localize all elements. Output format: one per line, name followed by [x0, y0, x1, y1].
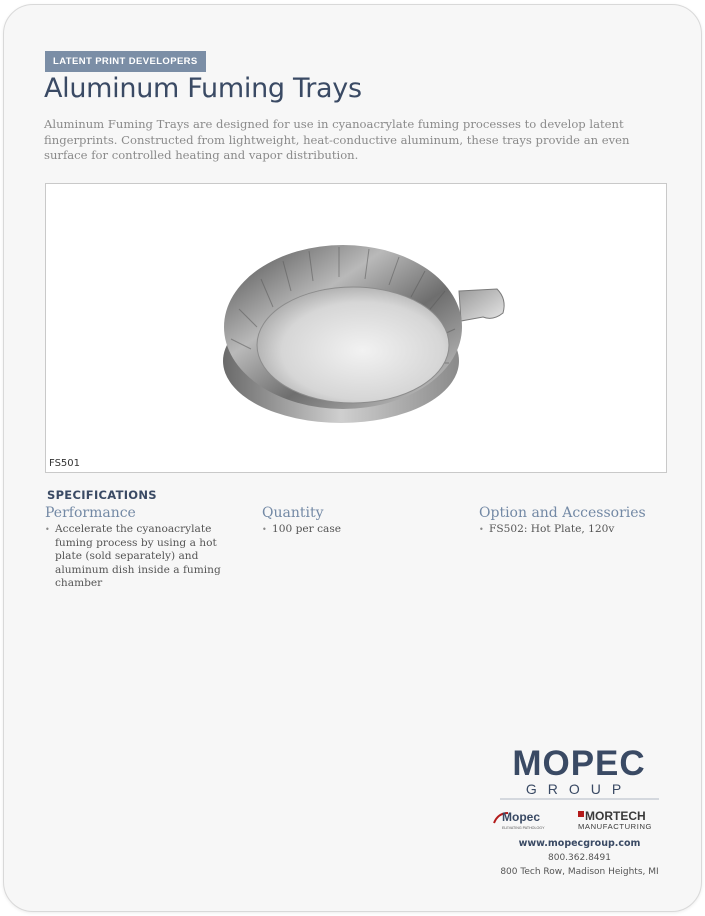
product-image-frame: [45, 183, 667, 473]
spec-options-title: Option and Accessories: [479, 505, 646, 521]
phone-number: 800.362.8491: [548, 853, 611, 863]
spec-sheet: [3, 4, 702, 912]
mopec-tagline: ELEVATING PATHOLOGY: [502, 826, 545, 830]
spec-performance-title: Performance: [45, 505, 136, 521]
spec-options: [479, 505, 679, 537]
mopec-wordmark: MOPEC: [512, 745, 646, 783]
address: 800 Tech Row, Madison Heights, MI: [500, 867, 659, 877]
list-item: • 100 per case: [262, 523, 442, 537]
page-title: Aluminum Fuming Trays: [44, 73, 362, 104]
spec-quantity-title: Quantity: [262, 505, 324, 521]
mortech-mark-icon: [578, 811, 584, 817]
fuming-tray-image: [221, 239, 511, 429]
website-link[interactable]: www.mopecgroup.com: [518, 838, 641, 849]
list-item: • Accelerate the cyanoacrylate fuming process by using a hot plate (sold separately) and aluminum dish inside a fuming chamber: [45, 523, 225, 591]
spec-quantity: [262, 505, 442, 537]
product-sku: FS501: [49, 458, 81, 469]
brand-block: [492, 745, 667, 877]
contact-info: [492, 837, 667, 879]
sub-brand-logos: [492, 807, 667, 833]
mortech-tagline: MANUFACTURING: [578, 822, 653, 831]
mopec-sub-logo: Mopec: [502, 810, 541, 824]
mortech-sub-logo: MORTECH: [585, 809, 646, 823]
category-badge: LATENT PRINT DEVELOPERS: [45, 51, 206, 72]
mopec-group-logo: [492, 745, 667, 803]
product-description: Aluminum Fuming Trays are designed for use in cyanoacrylate fuming processes to develop latent fingerprints. Constructed from lightweight, heat-conductive aluminum, these trays provide an even surface for controlled heating and vapor distribution.: [44, 117, 630, 162]
group-wordmark: GROUP: [525, 781, 633, 797]
list-item: • FS502: Hot Plate, 120v: [479, 523, 679, 537]
specifications-heading: SPECIFICATIONS: [47, 488, 157, 502]
spec-performance: [45, 505, 225, 591]
